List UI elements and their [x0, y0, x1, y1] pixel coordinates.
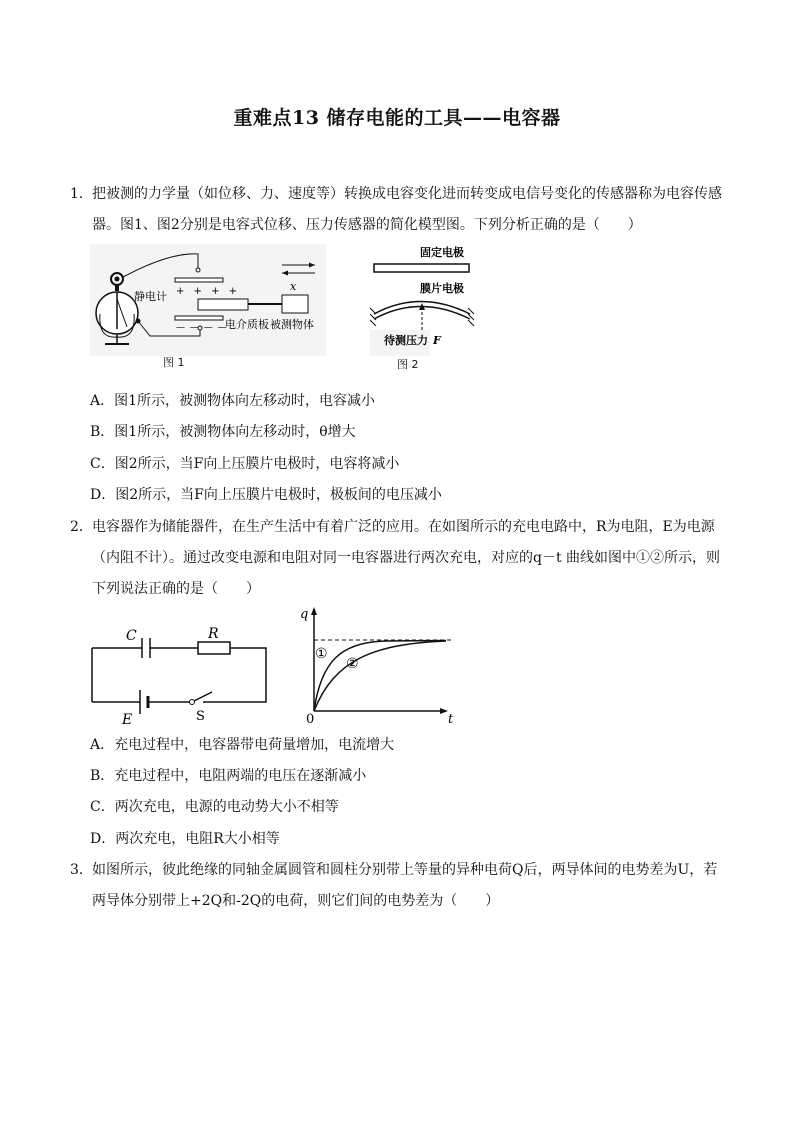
electroscope-label: 静电计	[134, 290, 167, 303]
pressure-var: F	[433, 334, 441, 347]
question-2	[70, 512, 725, 605]
curve-2-label: ②	[346, 656, 359, 672]
pressure-label: 待测压力	[384, 334, 428, 347]
y-axis-label: q	[300, 607, 309, 622]
question-text: 两导体分别带上+2Q和-2Q的电荷，则它们间的电势差为（ ）	[92, 893, 500, 909]
q1-option-a: A．图1所示，被测物体向左移动时，电容减小	[90, 393, 376, 409]
figure-1-caption: 图 1	[163, 356, 185, 369]
question-text: 器。图1、图2分别是电容式位移、压力传感器的简化模型图。下列分析正确的是（ ）	[92, 217, 642, 233]
origin-label: 0	[306, 712, 315, 726]
minus-signs: — — — —	[176, 323, 228, 333]
figure-2-caption: 图 2	[397, 358, 419, 371]
question-text: 电容器作为储能器件，在生产生活中有着广泛的应用。在如图所示的充电电路中，R为电阻，E为电源	[92, 519, 715, 535]
page-title: 重难点13 储存电能的工具——电容器	[233, 107, 561, 129]
figure-2	[370, 244, 476, 360]
question-1	[70, 179, 725, 241]
question-text: 如图所示，彼此绝缘的同轴金属圆管和圆柱分别带上等量的异种电荷Q后，两导体间的电势差为U，若	[92, 862, 718, 878]
q-t-graph	[296, 606, 461, 730]
resistor-label: R	[208, 626, 219, 642]
question-text: 把被测的力学量（如位移、力、速度等）转换成电容变化进而转变成电信号变化的传感器称为电容传感	[92, 186, 722, 202]
curve-2	[314, 641, 446, 711]
q1-option-c: C．图2所示，当F向上压膜片电极时，电容将减小	[90, 456, 400, 472]
q2-option-d: D．两次充电，电阻R大小相等	[90, 831, 280, 847]
q1-option-d: D．图2所示，当F向上压膜片电极时，极板间的电压减小	[90, 487, 442, 503]
figure-1	[90, 244, 326, 360]
fixed-electrode-label: 固定电极	[420, 246, 464, 259]
question-text: （内阻不计）。通过改变电源和电阻对同一电容器进行两次充电，对应的q－t 曲线如图中①②所示，则	[92, 550, 721, 566]
question-text: 下列说法正确的是（ ）	[92, 581, 260, 597]
question-number: 2．	[70, 519, 93, 535]
capacitor-label: C	[126, 628, 137, 644]
question-number: 3．	[70, 862, 93, 878]
circuit-diagram	[88, 622, 273, 731]
plus-signs: + + + +	[176, 286, 241, 297]
question-3	[70, 855, 725, 917]
question-number: 1．	[70, 186, 93, 202]
x-axis-label: t	[448, 712, 454, 726]
q1-option-b: B．图1所示，被测物体向左移动时，θ增大	[90, 424, 356, 440]
q2-option-c: C．两次充电，电源的电动势大小不相等	[90, 799, 339, 815]
x-label: x	[290, 280, 297, 293]
q2-option-a: A．充电过程中，电容器带电荷量增加，电流增大	[90, 737, 395, 753]
q2-option-b: B．充电过程中，电阻两端的电压在逐渐减小	[90, 768, 367, 784]
dielectric-label: 电介质板	[225, 318, 269, 331]
switch-label: S	[196, 709, 205, 724]
object-label: 被测物体	[270, 318, 314, 331]
membrane-electrode-label: 膜片电极	[420, 282, 464, 295]
curve-1-label: ①	[315, 646, 328, 662]
source-label: E	[122, 712, 133, 727]
